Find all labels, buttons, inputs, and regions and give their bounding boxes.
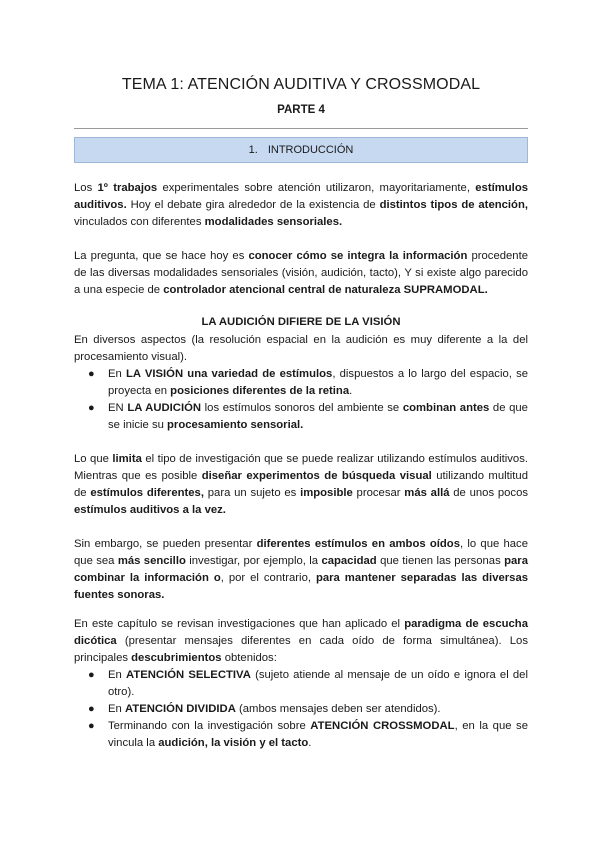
list-item [74, 718, 528, 752]
list-item [74, 667, 528, 701]
text-run: La pregunta, que se hace hoy es [74, 250, 249, 262]
text-run: , lo que hace que sea [74, 538, 528, 567]
bold-run: posiciones diferentes de la retina [170, 385, 350, 397]
bold-run: estímulos auditivos. [74, 182, 528, 211]
text-run: En [108, 368, 126, 380]
bold-run: LA VISIÓN una variedad de estímulos [126, 368, 333, 380]
bold-run: procesamiento sensorial. [167, 419, 304, 431]
bold-run: LA AUDICIÓN [127, 402, 202, 414]
list-item [74, 366, 528, 400]
bullet-icon: ● [88, 368, 95, 380]
bold-run: 1º trabajos [97, 182, 158, 194]
text-run: procesar [352, 487, 405, 499]
paragraph-chapter [74, 616, 528, 667]
section-label: INTRODUCCIÓN [267, 144, 354, 156]
bold-run: estímulos diferentes, [90, 487, 204, 499]
paragraph-aspects: En diversos aspectos (la resolución espacial en la audición es muy diferente a la del procesamiento visual). [74, 334, 528, 363]
text-run: (ambos mensajes deben ser atendidos). [235, 703, 441, 715]
document-title: TEMA 1: ATENCIÓN AUDITIVA Y CROSSMODAL [121, 76, 481, 93]
bold-run: para mantener separadas las diversas fuentes sonoras. [74, 572, 529, 601]
bullet-list-findings [74, 667, 528, 752]
text-run: , en la que se vincula la [108, 720, 528, 749]
text-run: experimentales sobre atención utilizaron, mayoritariamente, [157, 182, 476, 194]
bullet-icon: ● [88, 720, 95, 732]
text-run: , dispuestos a lo largo del espacio, se proyecta en [108, 368, 528, 397]
paragraph-intro [74, 180, 528, 231]
paragraph-question [74, 248, 528, 299]
bold-run: distintos tipos de atención, [379, 199, 528, 211]
bold-run: para combinar la información o [74, 555, 528, 584]
bold-run: diferentes estímulos en ambos oídos [256, 538, 460, 550]
bold-run: controlador atencional central de naturaleza SUPRAMODAL. [163, 284, 488, 296]
text-run: (sujeto atiende al mensaje de un oído e ignora el del otro). [108, 669, 528, 698]
text-run: el tipo de investigación que se puede realizar utilizando estímulos auditivos. Mientras que es posible [74, 453, 528, 482]
text-run: de que se inicie su [108, 402, 528, 431]
bold-run: más allá [404, 487, 450, 499]
section-header [74, 137, 528, 163]
text-run: Lo que [74, 453, 113, 465]
paragraph-limits [74, 451, 528, 519]
text-run: Sin embargo, se pueden presentar [74, 538, 257, 550]
text-run: . [349, 385, 353, 397]
bold-run: conocer cómo se integra la información [248, 250, 468, 262]
text-run: investigar, por ejemplo, la [185, 555, 322, 567]
text-run: En [108, 669, 126, 681]
bullet-icon: ● [88, 402, 95, 414]
text-run: , por el contrario, [220, 572, 316, 584]
subheading: LA AUDICIÓN DIFIERE DE LA VISIÓN [201, 316, 401, 328]
section-number: 1. [248, 144, 258, 156]
bold-run: imposible [300, 487, 353, 499]
bold-run: capacidad [321, 555, 377, 567]
list-item [74, 701, 528, 718]
bold-run: ATENCIÓN SELECTIVA [126, 669, 251, 681]
list-item [74, 400, 528, 434]
bold-run: audición, la visión y el tacto [158, 737, 309, 749]
text-run: En este capítulo se revisan investigaciones que han aplicado el [74, 618, 405, 630]
bold-run: estímulos auditivos a la vez. [74, 504, 226, 516]
paragraph-dichotic [74, 536, 528, 604]
bold-run: limita [112, 453, 142, 465]
text-run: obtenidos: [221, 652, 277, 664]
document-subtitle: PARTE 4 [277, 104, 325, 116]
bullet-icon: ● [88, 703, 95, 715]
bold-run: más sencillo [117, 555, 186, 567]
text-run: procedente de las diversas modalidades sensoriales (visión, audición, tacto), Y si existe algo parecido a una especie de [74, 250, 528, 296]
header-divider [74, 128, 528, 129]
text-run: que tienen las personas [376, 555, 505, 567]
text-run: vinculados con diferentes [74, 216, 205, 228]
text-run: los estímulos sonoros del ambiente se [201, 402, 403, 414]
bold-run: modalidades sensoriales. [204, 216, 343, 228]
bold-run: paradigma de escucha dicótica [74, 618, 528, 647]
bold-run: descubrimientos [131, 652, 222, 664]
text-run: EN [108, 402, 128, 414]
text-run: (presentar mensajes diferentes en cada oído de forma simultánea). Los principales [74, 635, 528, 664]
bold-run: diseñar experimentos de búsqueda visual [201, 470, 432, 482]
text-run: para un sujeto es [203, 487, 301, 499]
text-run: En [108, 703, 125, 715]
bold-run: ATENCIÓN CROSSMODAL [310, 720, 455, 732]
text-run: . [308, 737, 312, 749]
text-run: Terminando con la investigación sobre [108, 720, 311, 732]
text-run: de unos pocos [449, 487, 528, 499]
bullet-list-vision-audition [74, 366, 528, 434]
bullet-icon: ● [88, 669, 95, 681]
bold-run: combinan antes [402, 402, 490, 414]
text-run: Hoy el debate gira alrededor de la existencia de [126, 199, 380, 211]
text-run: utilizando multitud de [74, 470, 528, 499]
bold-run: ATENCIÓN DIVIDIDA [124, 703, 236, 715]
text-run: Los [74, 182, 98, 194]
